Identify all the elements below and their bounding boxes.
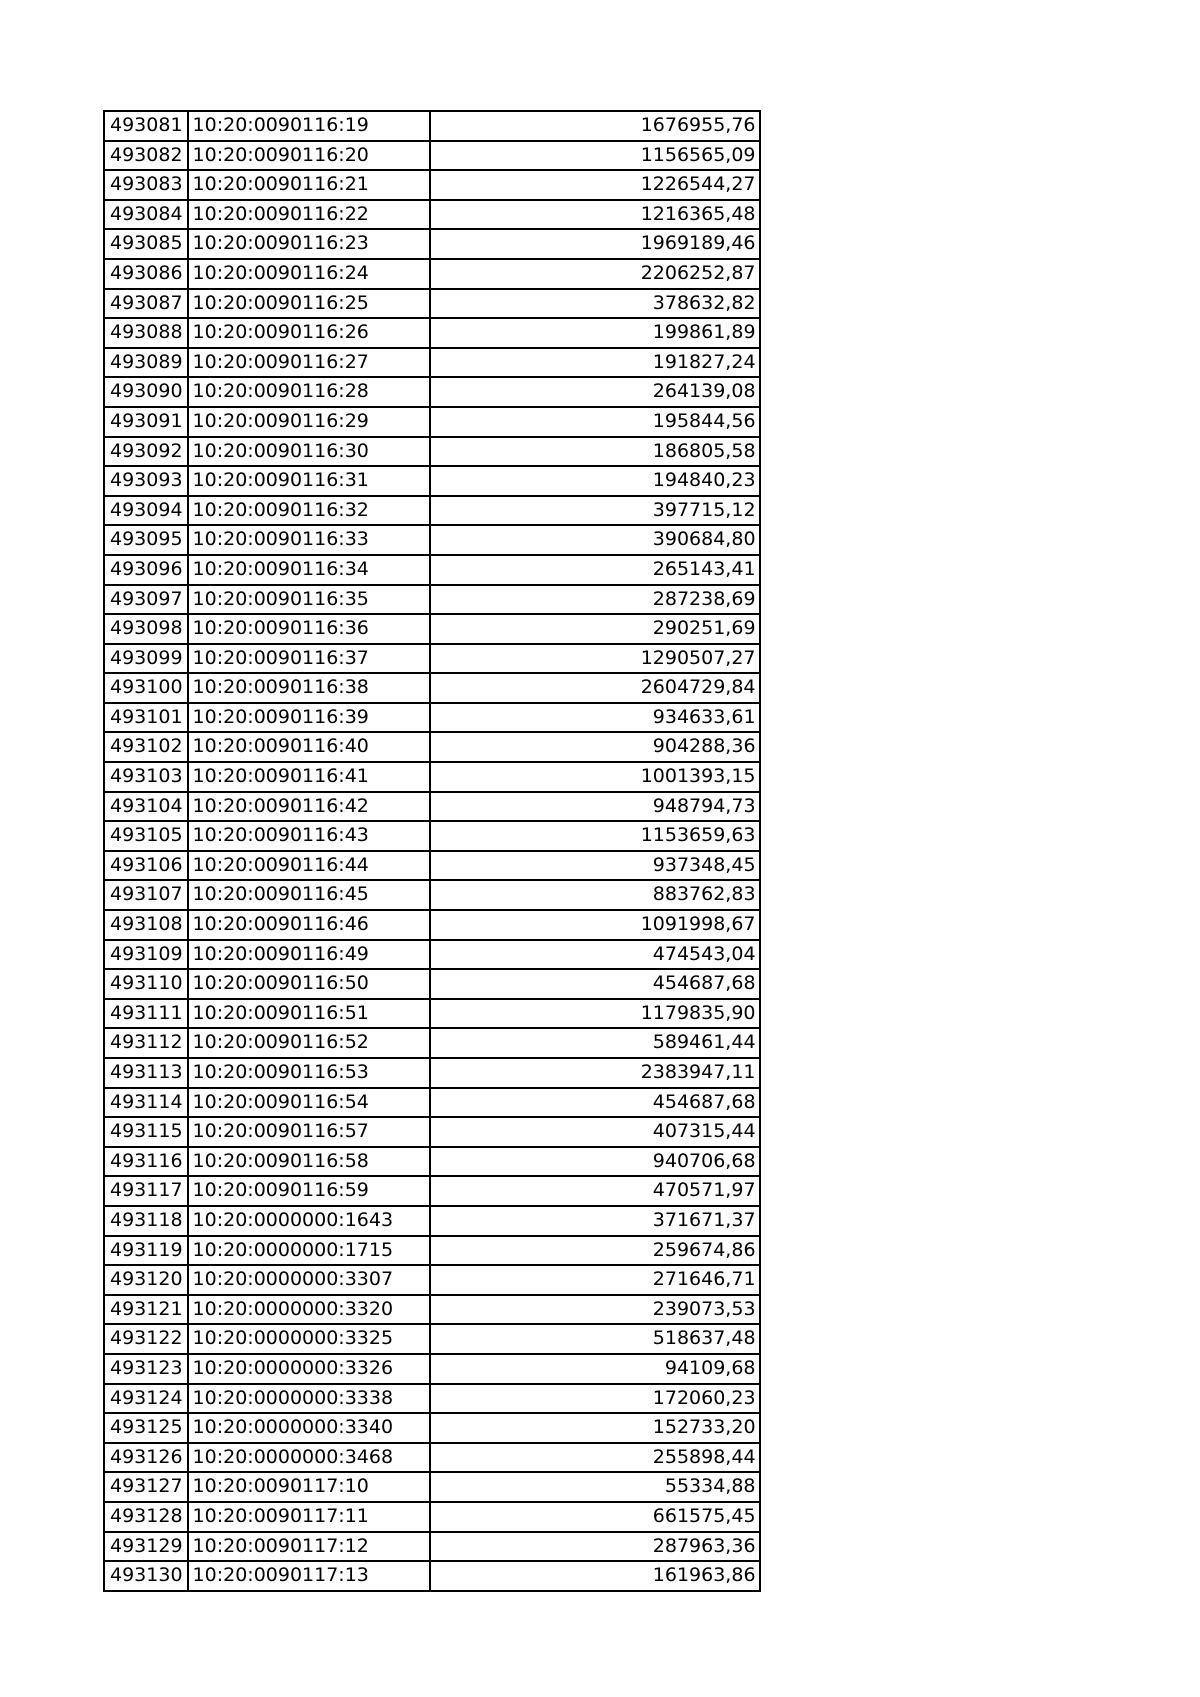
amount-cell: 1153659,63 xyxy=(430,821,760,851)
table-row xyxy=(104,1176,760,1206)
amount-cell: 239073,53 xyxy=(430,1295,760,1325)
amount-cell: 94109,68 xyxy=(430,1354,760,1384)
row-id-cell: 493124 xyxy=(104,1384,188,1414)
cadastral-number-cell: 10:20:0090116:52 xyxy=(188,1028,430,1058)
table-row xyxy=(104,703,760,733)
amount-cell: 454687,68 xyxy=(430,1088,760,1118)
row-id-cell: 493108 xyxy=(104,910,188,940)
cadastral-number-cell: 10:20:0000000:1715 xyxy=(188,1236,430,1266)
table-row xyxy=(104,1532,760,1562)
data-table xyxy=(103,110,761,1592)
row-id-cell: 493098 xyxy=(104,614,188,644)
amount-cell: 1969189,46 xyxy=(430,229,760,259)
cadastral-number-cell: 10:20:0090116:46 xyxy=(188,910,430,940)
row-id-cell: 493102 xyxy=(104,732,188,762)
amount-cell: 883762,83 xyxy=(430,880,760,910)
row-id-cell: 493082 xyxy=(104,141,188,171)
row-id-cell: 493128 xyxy=(104,1502,188,1532)
cadastral-number-cell: 10:20:0090116:39 xyxy=(188,703,430,733)
cadastral-number-cell: 10:20:0090116:20 xyxy=(188,141,430,171)
amount-cell: 172060,23 xyxy=(430,1384,760,1414)
row-id-cell: 493105 xyxy=(104,821,188,851)
table-body xyxy=(104,111,760,1591)
cadastral-number-cell: 10:20:0090116:26 xyxy=(188,318,430,348)
row-id-cell: 493085 xyxy=(104,229,188,259)
amount-cell: 2206252,87 xyxy=(430,259,760,289)
cadastral-number-cell: 10:20:0090117:10 xyxy=(188,1472,430,1502)
table-row xyxy=(104,1472,760,1502)
amount-cell: 474543,04 xyxy=(430,940,760,970)
table-row xyxy=(104,1088,760,1118)
row-id-cell: 493110 xyxy=(104,969,188,999)
row-id-cell: 493126 xyxy=(104,1443,188,1473)
table-row xyxy=(104,437,760,467)
row-id-cell: 493125 xyxy=(104,1413,188,1443)
table-row xyxy=(104,1206,760,1236)
table-row xyxy=(104,851,760,881)
amount-cell: 152733,20 xyxy=(430,1413,760,1443)
row-id-cell: 493097 xyxy=(104,585,188,615)
amount-cell: 934633,61 xyxy=(430,703,760,733)
amount-cell: 199861,89 xyxy=(430,318,760,348)
table-row xyxy=(104,407,760,437)
amount-cell: 948794,73 xyxy=(430,792,760,822)
table-row xyxy=(104,348,760,378)
cadastral-number-cell: 10:20:0090116:50 xyxy=(188,969,430,999)
cadastral-number-cell: 10:20:0090116:45 xyxy=(188,880,430,910)
cadastral-number-cell: 10:20:0090117:13 xyxy=(188,1561,430,1591)
amount-cell: 371671,37 xyxy=(430,1206,760,1236)
table-row xyxy=(104,496,760,526)
cadastral-number-cell: 10:20:0000000:3320 xyxy=(188,1295,430,1325)
amount-cell: 271646,71 xyxy=(430,1265,760,1295)
row-id-cell: 493130 xyxy=(104,1561,188,1591)
cadastral-number-cell: 10:20:0090116:40 xyxy=(188,732,430,762)
amount-cell: 1226544,27 xyxy=(430,170,760,200)
table-row xyxy=(104,466,760,496)
amount-cell: 904288,36 xyxy=(430,732,760,762)
row-id-cell: 493107 xyxy=(104,880,188,910)
cadastral-number-cell: 10:20:0000000:3338 xyxy=(188,1384,430,1414)
table-row xyxy=(104,910,760,940)
amount-cell: 378632,82 xyxy=(430,289,760,319)
row-id-cell: 493086 xyxy=(104,259,188,289)
row-id-cell: 493103 xyxy=(104,762,188,792)
amount-cell: 259674,86 xyxy=(430,1236,760,1266)
row-id-cell: 493116 xyxy=(104,1147,188,1177)
cadastral-number-cell: 10:20:0090116:19 xyxy=(188,111,430,141)
row-id-cell: 493106 xyxy=(104,851,188,881)
cadastral-number-cell: 10:20:0090116:23 xyxy=(188,229,430,259)
cadastral-number-cell: 10:20:0090116:30 xyxy=(188,437,430,467)
row-id-cell: 493089 xyxy=(104,348,188,378)
row-id-cell: 493094 xyxy=(104,496,188,526)
row-id-cell: 493095 xyxy=(104,525,188,555)
cadastral-number-cell: 10:20:0090116:25 xyxy=(188,289,430,319)
row-id-cell: 493090 xyxy=(104,377,188,407)
cadastral-number-cell: 10:20:0090116:32 xyxy=(188,496,430,526)
cadastral-number-cell: 10:20:0090116:44 xyxy=(188,851,430,881)
row-id-cell: 493096 xyxy=(104,555,188,585)
table-row xyxy=(104,792,760,822)
table-row xyxy=(104,821,760,851)
table-row xyxy=(104,377,760,407)
table-row xyxy=(104,1413,760,1443)
amount-cell: 191827,24 xyxy=(430,348,760,378)
cadastral-number-cell: 10:20:0090116:38 xyxy=(188,673,430,703)
row-id-cell: 493092 xyxy=(104,437,188,467)
amount-cell: 255898,44 xyxy=(430,1443,760,1473)
amount-cell: 1676955,76 xyxy=(430,111,760,141)
cadastral-number-cell: 10:20:0090116:21 xyxy=(188,170,430,200)
row-id-cell: 493120 xyxy=(104,1265,188,1295)
table-row xyxy=(104,644,760,674)
table-row xyxy=(104,1147,760,1177)
row-id-cell: 493119 xyxy=(104,1236,188,1266)
cadastral-number-cell: 10:20:0090116:51 xyxy=(188,999,430,1029)
row-id-cell: 493091 xyxy=(104,407,188,437)
cadastral-number-cell: 10:20:0090116:59 xyxy=(188,1176,430,1206)
table-row xyxy=(104,673,760,703)
table-row xyxy=(104,1354,760,1384)
row-id-cell: 493084 xyxy=(104,200,188,230)
amount-cell: 2383947,11 xyxy=(430,1058,760,1088)
amount-cell: 661575,45 xyxy=(430,1502,760,1532)
cadastral-number-cell: 10:20:0090116:58 xyxy=(188,1147,430,1177)
table-row xyxy=(104,1561,760,1591)
amount-cell: 470571,97 xyxy=(430,1176,760,1206)
cadastral-number-cell: 10:20:0000000:3468 xyxy=(188,1443,430,1473)
cadastral-number-cell: 10:20:0090116:33 xyxy=(188,525,430,555)
amount-cell: 186805,58 xyxy=(430,437,760,467)
amount-cell: 390684,80 xyxy=(430,525,760,555)
table-row xyxy=(104,969,760,999)
amount-cell: 1001393,15 xyxy=(430,762,760,792)
cadastral-number-cell: 10:20:0090116:54 xyxy=(188,1088,430,1118)
row-id-cell: 493081 xyxy=(104,111,188,141)
cadastral-number-cell: 10:20:0000000:3325 xyxy=(188,1324,430,1354)
amount-cell: 1179835,90 xyxy=(430,999,760,1029)
row-id-cell: 493129 xyxy=(104,1532,188,1562)
table-row xyxy=(104,880,760,910)
table-row xyxy=(104,999,760,1029)
row-id-cell: 493113 xyxy=(104,1058,188,1088)
cadastral-number-cell: 10:20:0090116:24 xyxy=(188,259,430,289)
cadastral-number-cell: 10:20:0090116:49 xyxy=(188,940,430,970)
row-id-cell: 493099 xyxy=(104,644,188,674)
row-id-cell: 493093 xyxy=(104,466,188,496)
table-row xyxy=(104,1324,760,1354)
row-id-cell: 493123 xyxy=(104,1354,188,1384)
cadastral-number-cell: 10:20:0090116:42 xyxy=(188,792,430,822)
table-row xyxy=(104,259,760,289)
cadastral-number-cell: 10:20:0090116:29 xyxy=(188,407,430,437)
row-id-cell: 493121 xyxy=(104,1295,188,1325)
row-id-cell: 493088 xyxy=(104,318,188,348)
amount-cell: 55334,88 xyxy=(430,1472,760,1502)
table-row xyxy=(104,1295,760,1325)
row-id-cell: 493127 xyxy=(104,1472,188,1502)
amount-cell: 1156565,09 xyxy=(430,141,760,171)
table-row xyxy=(104,614,760,644)
table-row xyxy=(104,1028,760,1058)
row-id-cell: 493112 xyxy=(104,1028,188,1058)
row-id-cell: 493083 xyxy=(104,170,188,200)
table-row xyxy=(104,141,760,171)
amount-cell: 287963,36 xyxy=(430,1532,760,1562)
table-row xyxy=(104,555,760,585)
table-row xyxy=(104,525,760,555)
row-id-cell: 493114 xyxy=(104,1088,188,1118)
row-id-cell: 493111 xyxy=(104,999,188,1029)
row-id-cell: 493100 xyxy=(104,673,188,703)
cadastral-number-cell: 10:20:0090116:41 xyxy=(188,762,430,792)
cadastral-number-cell: 10:20:0090116:57 xyxy=(188,1117,430,1147)
amount-cell: 264139,08 xyxy=(430,377,760,407)
amount-cell: 518637,48 xyxy=(430,1324,760,1354)
row-id-cell: 493087 xyxy=(104,289,188,319)
cadastral-number-cell: 10:20:0090116:43 xyxy=(188,821,430,851)
cadastral-number-cell: 10:20:0090116:35 xyxy=(188,585,430,615)
amount-cell: 940706,68 xyxy=(430,1147,760,1177)
row-id-cell: 493117 xyxy=(104,1176,188,1206)
table-row xyxy=(104,732,760,762)
table-row xyxy=(104,1117,760,1147)
row-id-cell: 493109 xyxy=(104,940,188,970)
amount-cell: 407315,44 xyxy=(430,1117,760,1147)
row-id-cell: 493122 xyxy=(104,1324,188,1354)
table-row xyxy=(104,762,760,792)
cadastral-number-cell: 10:20:0000000:3326 xyxy=(188,1354,430,1384)
table-row xyxy=(104,1265,760,1295)
cadastral-number-cell: 10:20:0090116:31 xyxy=(188,466,430,496)
amount-cell: 195844,56 xyxy=(430,407,760,437)
cadastral-number-cell: 10:20:0090116:36 xyxy=(188,614,430,644)
amount-cell: 290251,69 xyxy=(430,614,760,644)
amount-cell: 265143,41 xyxy=(430,555,760,585)
amount-cell: 1290507,27 xyxy=(430,644,760,674)
cadastral-number-cell: 10:20:0090117:11 xyxy=(188,1502,430,1532)
amount-cell: 287238,69 xyxy=(430,585,760,615)
cadastral-number-cell: 10:20:0090116:22 xyxy=(188,200,430,230)
amount-cell: 194840,23 xyxy=(430,466,760,496)
row-id-cell: 493101 xyxy=(104,703,188,733)
amount-cell: 1091998,67 xyxy=(430,910,760,940)
amount-cell: 2604729,84 xyxy=(430,673,760,703)
cadastral-number-cell: 10:20:0000000:3340 xyxy=(188,1413,430,1443)
amount-cell: 937348,45 xyxy=(430,851,760,881)
row-id-cell: 493118 xyxy=(104,1206,188,1236)
table-row xyxy=(104,940,760,970)
table-row xyxy=(104,1058,760,1088)
cadastral-number-cell: 10:20:0000000:1643 xyxy=(188,1206,430,1236)
table-row xyxy=(104,585,760,615)
table-row xyxy=(104,111,760,141)
amount-cell: 1216365,48 xyxy=(430,200,760,230)
amount-cell: 161963,86 xyxy=(430,1561,760,1591)
table-row xyxy=(104,229,760,259)
cadastral-number-cell: 10:20:0090117:12 xyxy=(188,1532,430,1562)
row-id-cell: 493104 xyxy=(104,792,188,822)
table-row xyxy=(104,1502,760,1532)
table-row xyxy=(104,170,760,200)
cadastral-number-cell: 10:20:0000000:3307 xyxy=(188,1265,430,1295)
cadastral-number-cell: 10:20:0090116:27 xyxy=(188,348,430,378)
table-row xyxy=(104,1443,760,1473)
cadastral-number-cell: 10:20:0090116:37 xyxy=(188,644,430,674)
cadastral-number-cell: 10:20:0090116:28 xyxy=(188,377,430,407)
amount-cell: 454687,68 xyxy=(430,969,760,999)
table-row xyxy=(104,318,760,348)
amount-cell: 589461,44 xyxy=(430,1028,760,1058)
cadastral-number-cell: 10:20:0090116:53 xyxy=(188,1058,430,1088)
amount-cell: 397715,12 xyxy=(430,496,760,526)
table-row xyxy=(104,1236,760,1266)
table-row xyxy=(104,1384,760,1414)
table-row xyxy=(104,200,760,230)
table-row xyxy=(104,289,760,319)
row-id-cell: 493115 xyxy=(104,1117,188,1147)
cadastral-number-cell: 10:20:0090116:34 xyxy=(188,555,430,585)
